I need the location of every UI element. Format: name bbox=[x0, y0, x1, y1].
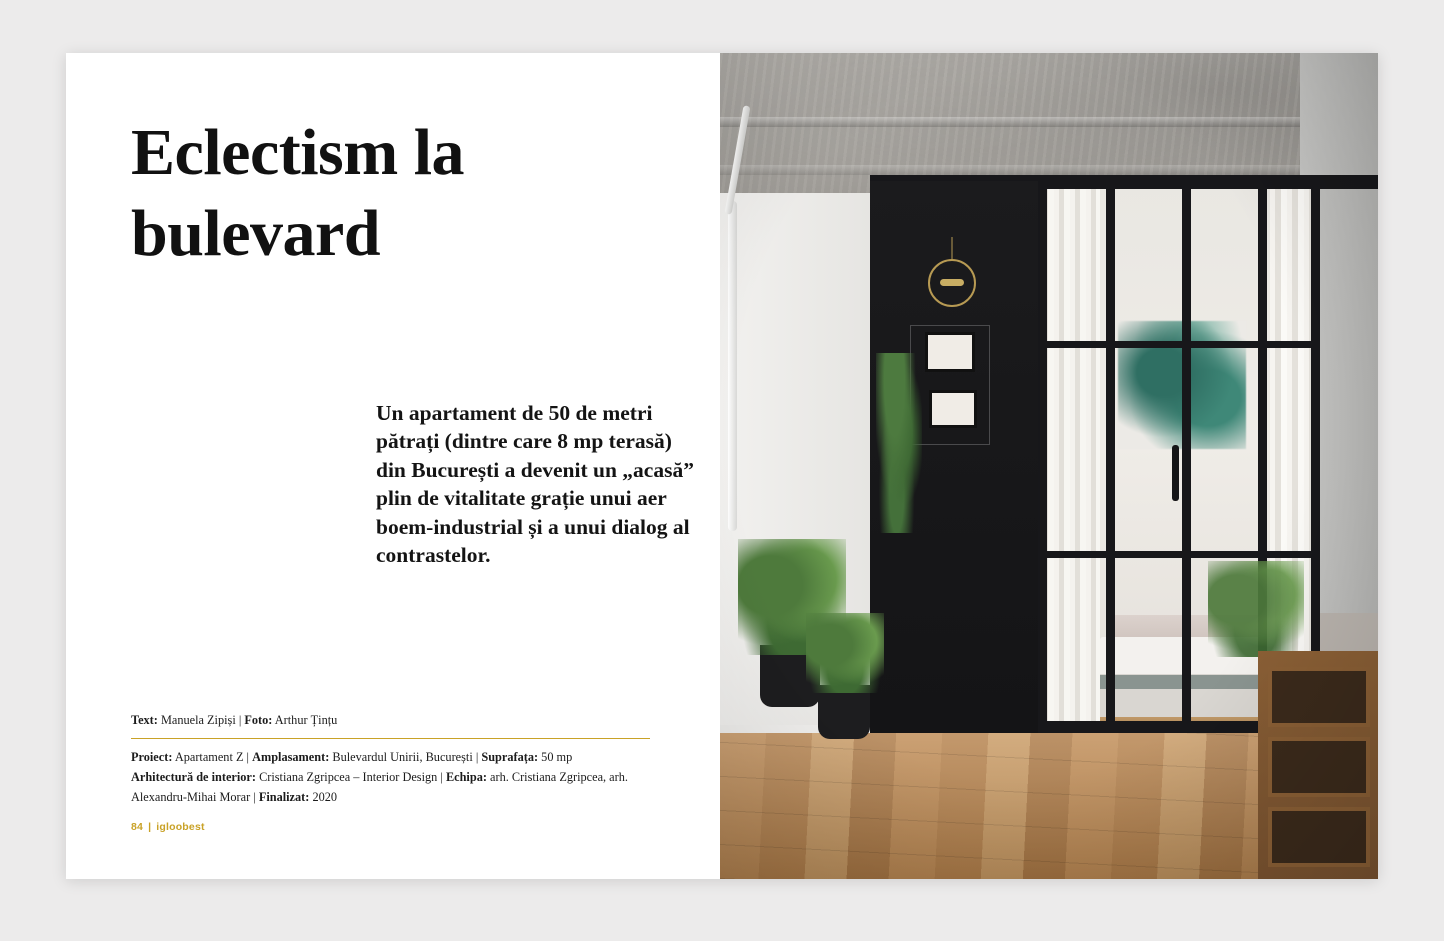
project-label: Proiect: bbox=[131, 750, 173, 765]
door-mullion bbox=[1038, 181, 1047, 733]
cabinet-shelf bbox=[1268, 667, 1370, 727]
area-value: 50 mp bbox=[541, 750, 573, 765]
framed-photo bbox=[929, 390, 977, 428]
curtain-left bbox=[1038, 181, 1100, 733]
interior-photo bbox=[720, 53, 1378, 879]
folio-page-number: 84 bbox=[131, 821, 144, 833]
wall-clock bbox=[928, 259, 976, 307]
door-rail bbox=[1038, 341, 1320, 348]
completed-label: Finalizat: bbox=[258, 790, 310, 805]
photo-credit-value: Arthur Țințu bbox=[274, 713, 338, 727]
left-page bbox=[66, 53, 720, 879]
magazine-spread bbox=[66, 53, 1378, 879]
area-label: Suprafața: bbox=[481, 750, 539, 765]
project-value: Apartament Z bbox=[174, 750, 244, 765]
credit-line bbox=[131, 711, 651, 738]
team-label: Echipa: bbox=[445, 770, 487, 785]
door-mullion bbox=[1182, 181, 1191, 733]
door-frame-top bbox=[1038, 175, 1320, 189]
hanging-plant bbox=[876, 353, 922, 533]
credits-block bbox=[131, 711, 651, 808]
door-mullion bbox=[1106, 181, 1115, 733]
folio-separator: | bbox=[148, 821, 152, 833]
door-rail bbox=[1038, 551, 1320, 558]
cabinet-shelf bbox=[1268, 807, 1370, 867]
meta-separator-3: | bbox=[440, 770, 443, 785]
meta-separator-4: | bbox=[253, 790, 256, 805]
photo-credit-label: Foto: bbox=[244, 713, 273, 727]
completed-value: 2020 bbox=[312, 790, 338, 805]
text-credit-label: Text: bbox=[131, 713, 158, 727]
architecture-label: Arhitectură de interior: bbox=[131, 770, 256, 785]
text-credit-value: Manuela Zipiși bbox=[160, 713, 236, 727]
credits-divider bbox=[131, 738, 650, 739]
framed-photo bbox=[925, 332, 975, 372]
folio bbox=[131, 821, 205, 833]
wooden-cabinet bbox=[1258, 651, 1378, 879]
project-meta bbox=[131, 748, 643, 808]
architecture-value: Cristiana Zgripcea – Interior Design bbox=[259, 770, 438, 785]
cabinet-shelf bbox=[1268, 737, 1370, 797]
door-handle bbox=[1172, 445, 1179, 501]
potted-plant bbox=[1208, 561, 1304, 657]
wall-pipe bbox=[728, 201, 737, 531]
plant-pot bbox=[818, 685, 870, 739]
team-value: arh. Cristiana Zgripcea, arh. Alexandru-Mihai Morar bbox=[131, 770, 628, 805]
wall-shelf bbox=[910, 325, 990, 445]
potted-plant bbox=[806, 613, 884, 693]
article-deck: Un apartament de 50 de metri pătrați (dintre care 8 mp terasă) din București a devenit un „acasă” plin de vitalitate grație unui aer boem-industrial și a unui dialog al contrastelor. bbox=[376, 401, 694, 567]
ceiling-beam bbox=[720, 165, 1378, 175]
meta-separator-1: | bbox=[246, 750, 250, 765]
location-value: Bulevardul Unirii, București bbox=[332, 750, 473, 765]
ceiling-beam bbox=[720, 117, 1378, 127]
right-page bbox=[720, 53, 1378, 879]
meta-separator-2: | bbox=[475, 750, 479, 765]
page-title: Eclectism la bulevard bbox=[131, 116, 465, 270]
folio-brand: igloobest bbox=[156, 821, 205, 833]
credit-separator: | bbox=[238, 713, 242, 727]
location-label: Amplasament: bbox=[252, 750, 330, 765]
